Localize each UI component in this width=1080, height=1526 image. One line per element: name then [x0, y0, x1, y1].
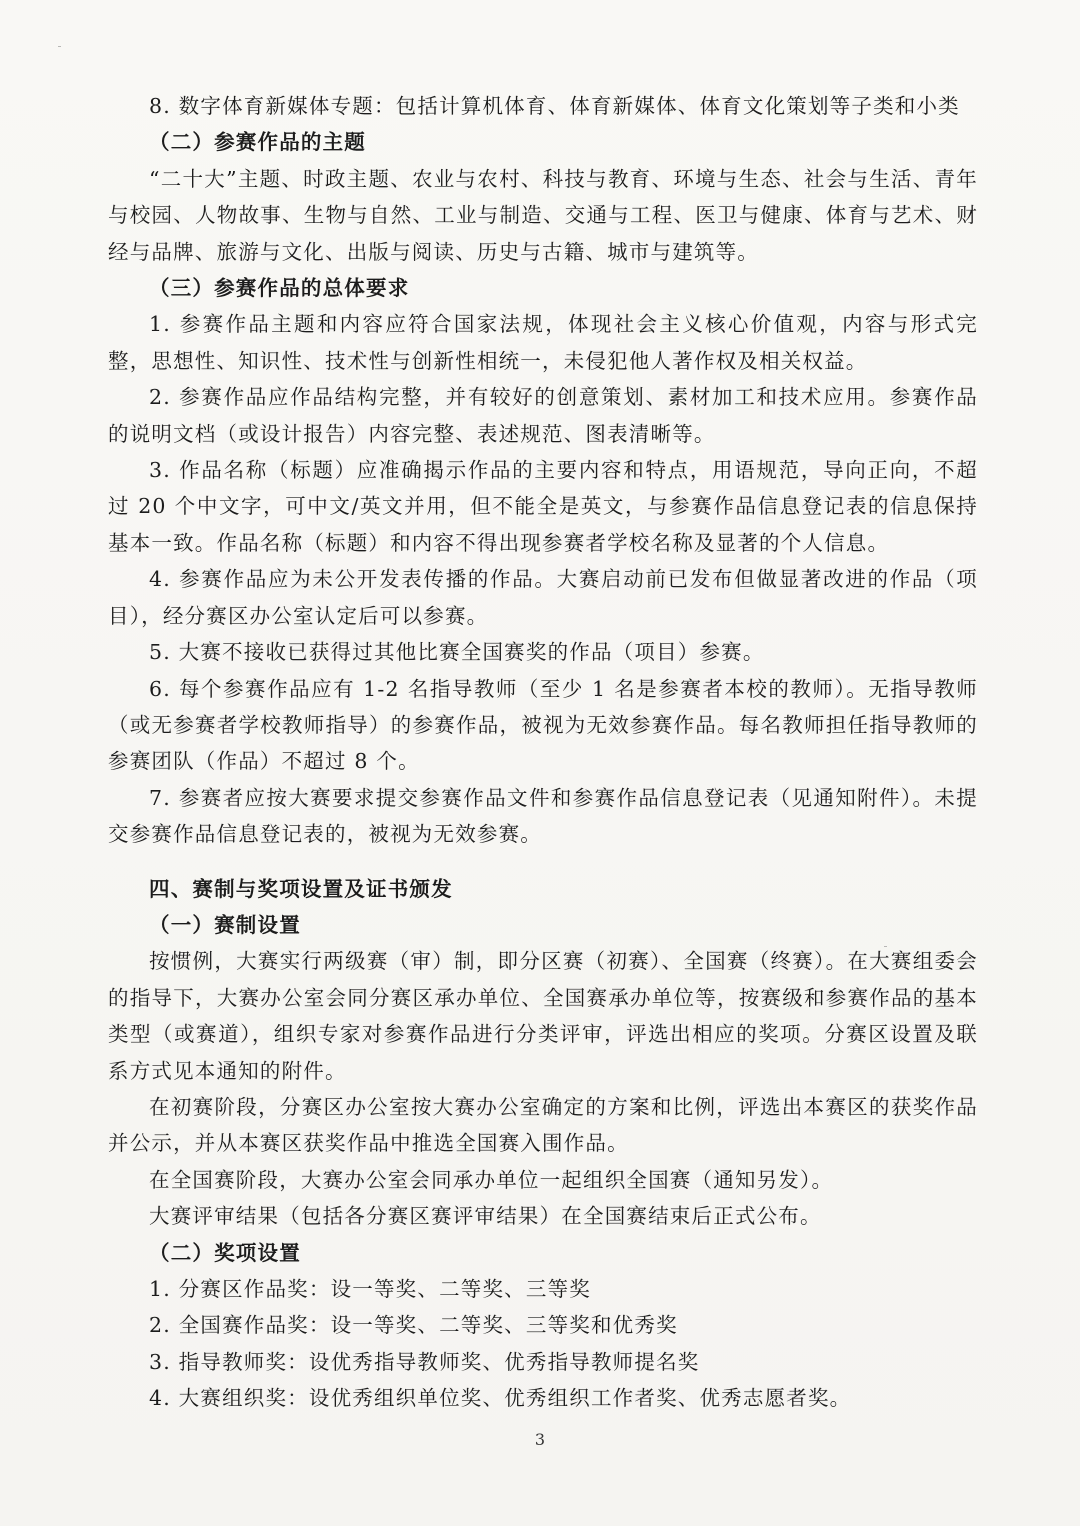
body-paragraph: “二十大”主题、时政主题、农业与农村、科技与教育、环境与生态、社会与生活、青年与校园、人物故事、生物与自然、工业与制造、交通与工程、医卫与健康、体育与艺术、财经与品牌、旅游与文化、出版与阅读、历史与古籍、城市与建筑等。	[108, 166, 978, 264]
body-paragraph: 在初赛阶段，分赛区办公室按大赛办公室确定的方案和比例，评选出本赛区的获奖作品并公示，并从本赛区获奖作品中推选全国赛入围作品。	[108, 1094, 978, 1156]
body-paragraph: 7. 参赛者应按大赛要求提交参赛作品文件和参赛作品信息登记表（见通知附件）。未提交参赛作品信息登记表的，被视为无效参赛。	[108, 785, 978, 847]
section-heading: （一）赛制设置	[149, 912, 301, 937]
body-paragraph: 大赛评审结果（包括各分赛区赛评审结果）在全国赛结束后正式公布。	[149, 1204, 822, 1229]
body-paragraph: 2. 全国赛作品奖：设一等奖、二等奖、三等奖和优秀奖	[149, 1313, 678, 1338]
section-heading: 四、赛制与奖项设置及证书颁发	[149, 876, 453, 901]
page-number: 3	[534, 1430, 546, 1449]
body-paragraph: 8. 数字体育新媒体专题：包括计算机体育、体育新媒体、体育文化策划等子类和小类	[149, 94, 960, 118]
body-paragraph: 2. 参赛作品应作品结构完整，并有较好的创意策划、素材加工和技术应用。参赛作品的说明文档（或设计报告）内容完整、表述规范、图表清晰等。	[108, 385, 978, 446]
body-paragraph: 5. 大赛不接收已获得过其他比赛全国赛奖的作品（项目）参赛。	[149, 640, 765, 665]
section-spacer	[108, 853, 978, 871]
section-heading: （二）参赛作品的主题	[149, 130, 366, 155]
body-paragraph: 1. 分赛区作品奖：设一等奖、二等奖、三等奖	[149, 1277, 591, 1301]
body-paragraph: 按惯例，大赛实行两级赛（审）制，即分区赛（初赛）、全国赛（终赛）。在大赛组委会的指导下，大赛办公室会同分赛区承办单位、全国赛承办单位等，按赛级和参赛作品的基本类型（或赛道），组织专家对参赛作品进行分类评审，评选出相应的奖项。分赛区设置及联系方式见本通知的附件。	[108, 949, 978, 1083]
document-body	[108, 88, 978, 1417]
body-paragraph: 3. 指导教师奖：设优秀指导教师奖、优秀指导教师提名奖	[149, 1349, 700, 1374]
body-paragraph: 4. 参赛作品应为未公开发表传播的作品。大赛启动前已发布但做显著改进的作品（项目），经分赛区办公室认定后可以参赛。	[108, 567, 978, 628]
scan-speck	[58, 46, 61, 47]
body-paragraph: 4. 大赛组织奖：设优秀组织单位奖、优秀组织工作者奖、优秀志愿者奖。	[149, 1386, 852, 1411]
body-paragraph: 3. 作品名称（标题）应准确揭示作品的主要内容和特点，用语规范，导向正向，不超过 20 个中文字，可中文/英文并用，但不能全是英文，与参赛作品信息登记表的信息保持基本一致。作品名称（标题）和内容不得出现参赛者学校名称及显著的个人信息。	[108, 458, 978, 555]
body-paragraph: 6. 每个参赛作品应有 1-2 名指导教师（至少 1 名是参赛者本校的教师）。无指导教师（或无参赛者学校教师指导）的参赛作品，被视为无效参赛作品。每名教师担任指导教师的参赛团队（作品）不超过 8 个。	[108, 676, 978, 774]
section-heading: （三）参赛作品的总体要求	[149, 276, 410, 301]
body-paragraph: 1. 参赛作品主题和内容应符合国家法规，体现社会主义核心价值观，内容与形式完整，思想性、知识性、技术性与创新性相统一，未侵犯他人著作权及相关权益。	[108, 312, 978, 373]
body-paragraph: 在全国赛阶段，大赛办公室会同承办单位一起组织全国赛（通知另发）。	[149, 1167, 834, 1192]
section-heading: （二）奖项设置	[149, 1240, 301, 1265]
